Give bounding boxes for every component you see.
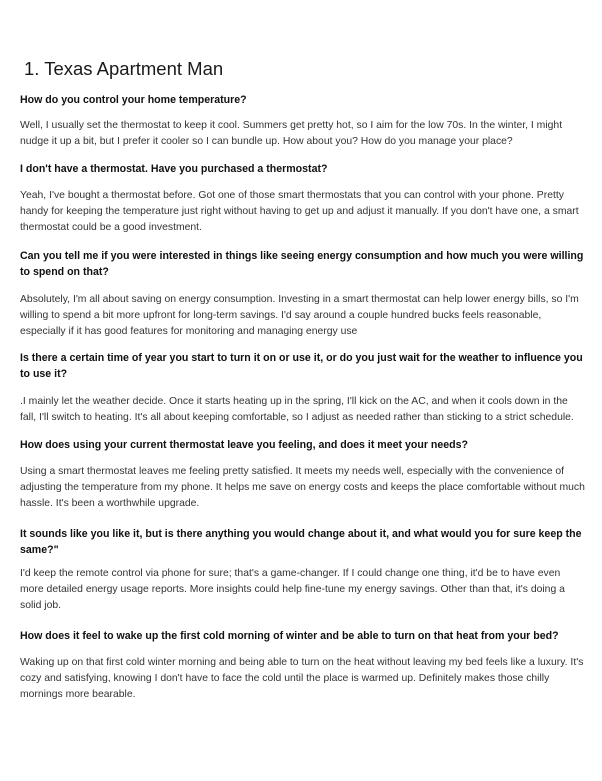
question-6: It sounds like you like it, but is there anything you would change about it, and what would you for sure keep the same?" bbox=[20, 528, 582, 556]
answer-7: Waking up on that first cold winter morning and being able to turn on the heat without leaving my bed feels like a luxury. It's cozy and satisfying, knowing I don't have to face the cold until the place is warmed up. Definitely makes those chilly mornings more bearable. bbox=[20, 657, 584, 700]
answer-1: Well, I usually set the thermostat to keep it cool. Summers get pretty hot, so I aim for the low 70s. In the winter, I might nudge it up a bit, but I prefer it cooler so I can bundle up. How about you? How do you manage your place? bbox=[20, 120, 563, 147]
answer-4: .I mainly let the weather decide. Once it starts heating up in the spring, I'll kick on the AC, and when it cools down in the fall, I'll switch to heating. It's all about keeping comfortable, so I adjust as needed rather than sticking to a strict schedule. bbox=[20, 396, 574, 423]
question-7: How does it feel to wake up the first cold morning of winter and be able to turn on that heat from your bed? bbox=[20, 630, 559, 642]
document-title: 1. Texas Apartment Man bbox=[24, 58, 224, 79]
answer-2: Yeah, I've bought a thermostat before. Got one of those smart thermostats that you can control with your phone. Pretty handy for keeping the temperature just right without having to get up and adjust it manually. If you don't have one, a smart thermostat could be a good investment. bbox=[20, 190, 579, 233]
question-3: Can you tell me if you were interested in things like seeing energy consumption and how much you were willing to spend on that? bbox=[20, 250, 584, 278]
answer-5: Using a smart thermostat leaves me feeling pretty satisfied. It meets my needs well, especially with the convenience of adjusting the temperature from my phone. It helps me save on energy costs and keeps the place comfortable without much hassle. It's been a worthwhile upgrade. bbox=[20, 466, 585, 509]
answer-3: Absolutely, I'm all about saving on energy consumption. Investing in a smart thermostat can help lower energy bills, so I'm willing to spend a bit more upfront for long-term savings. I'd say around a couple hundred bucks feels reasonable, especially if it has good features for monitoring and managing energy use bbox=[20, 294, 579, 337]
question-4: Is there a certain time of year you start to turn it on or use it, or do you just wait for the weather to influence you to use it? bbox=[20, 352, 583, 380]
answer-6: I'd keep the remote control via phone for sure; that's a game-changer. If I could change one thing, it'd be to have even more detailed energy usage reports. More insights could help fine-tune my energy savings. Other than that, it's doing a solid job. bbox=[20, 568, 565, 611]
question-2: I don't have a thermostat. Have you purchased a thermostat? bbox=[20, 163, 328, 175]
question-5: How does using your current thermostat leave you feeling, and does it meet your needs? bbox=[20, 439, 468, 451]
question-1: How do you control your home temperature? bbox=[20, 94, 247, 106]
